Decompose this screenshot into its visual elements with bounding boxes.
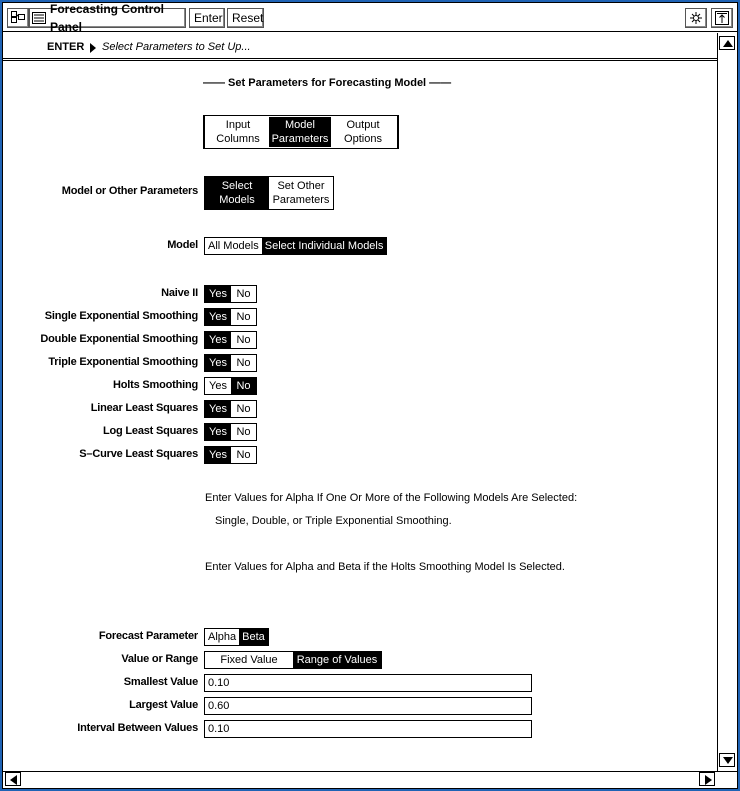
interval-field[interactable]: 0.10: [204, 720, 532, 738]
list-icon: [32, 12, 46, 24]
enter-prompt: Select Parameters to Set Up...: [102, 41, 251, 53]
model-label: S–Curve Least Squares: [79, 448, 198, 460]
scroll-down-icon[interactable]: [719, 753, 735, 767]
model-label: Model: [167, 239, 198, 251]
enter-button[interactable]: Enter: [189, 8, 225, 28]
no-option[interactable]: No: [231, 309, 256, 325]
scroll-left-icon[interactable]: [5, 772, 21, 786]
no-option[interactable]: No: [231, 286, 256, 302]
yes-no-toggle: [204, 331, 257, 349]
yes-option[interactable]: Yes: [205, 424, 231, 440]
alpha-instruction: Enter Values for Alpha If One Or More of the Following Models Are Selected:: [205, 492, 578, 504]
play-arrow-icon: [90, 43, 96, 53]
model-label: Single Exponential Smoothing: [44, 310, 198, 322]
yes-no-toggle: [204, 285, 257, 303]
model-selector: [204, 237, 387, 255]
interval-label: Interval Between Values: [77, 722, 198, 734]
model-label: Double Exponential Smoothing: [40, 333, 198, 345]
forecast-parameter-label: Forecast Parameter: [98, 630, 198, 642]
no-option[interactable]: No: [231, 332, 256, 348]
smallest-value-label: Smallest Value: [123, 676, 198, 688]
yes-no-toggle: [204, 308, 257, 326]
scroll-right-icon[interactable]: [699, 772, 715, 786]
yes-option[interactable]: Yes: [205, 378, 231, 394]
forecast-parameter-selector: [204, 628, 269, 646]
vertical-scrollbar[interactable]: [717, 33, 737, 771]
yes-option[interactable]: Yes: [205, 332, 231, 348]
no-option[interactable]: No: [231, 401, 256, 417]
model-label: Linear Least Squares: [90, 402, 198, 414]
yes-option[interactable]: Yes: [205, 286, 231, 302]
enter-line: [3, 33, 717, 61]
yes-option[interactable]: Yes: [205, 355, 231, 371]
window-menu-icon[interactable]: [7, 8, 29, 28]
tab-label: Parameters: [271, 133, 329, 145]
beta-instruction: Enter Values for Alpha and Beta if the Holts Smoothing Model Is Selected.: [205, 561, 565, 573]
no-option[interactable]: No: [231, 355, 256, 371]
fixed-value-option[interactable]: Fixed Value: [205, 652, 293, 668]
tab-model-parameters[interactable]: [269, 117, 331, 147]
scroll-up-icon[interactable]: [719, 36, 735, 50]
page-title: —— Set Parameters for Forecasting Model ——: [203, 77, 452, 89]
toolbar: [3, 3, 737, 32]
value-or-range-label: Value or Range: [121, 653, 198, 665]
maximize-icon[interactable]: [711, 8, 733, 28]
option-label: Parameters: [272, 194, 330, 206]
tab-label: Options: [344, 133, 382, 145]
beta-option[interactable]: Beta: [239, 629, 268, 645]
model-label: Triple Exponential Smoothing: [48, 356, 198, 368]
forecasting-window: [2, 2, 738, 789]
no-option[interactable]: No: [231, 424, 256, 440]
yes-no-toggle: [204, 423, 257, 441]
yes-no-toggle: [204, 446, 257, 464]
yes-option[interactable]: Yes: [205, 309, 231, 325]
yes-no-toggle: [204, 377, 257, 395]
tab-label: Output: [346, 119, 380, 131]
value-or-range-selector: [204, 651, 382, 669]
smallest-value-field[interactable]: 0.10: [204, 674, 532, 692]
alpha-option[interactable]: Alpha: [205, 629, 239, 645]
yes-no-toggle: [204, 354, 257, 372]
enter-label: ENTER: [47, 41, 85, 53]
largest-value-label: Largest Value: [129, 699, 198, 711]
select-models-option[interactable]: [205, 177, 269, 209]
model-label: Naive II: [161, 287, 198, 299]
alpha-models-text: Single, Double, or Triple Exponential Smoothing.: [215, 515, 452, 527]
set-other-parameters-option[interactable]: [269, 177, 333, 209]
tab-label: Columns: [216, 133, 260, 145]
panel-title: Forecasting Control Panel: [50, 2, 165, 34]
model-label: Log Least Squares: [102, 425, 198, 437]
no-option[interactable]: No: [231, 447, 256, 463]
reset-button[interactable]: Reset: [227, 8, 264, 28]
settings-icon[interactable]: [685, 8, 707, 28]
tab-label: Model: [285, 119, 315, 131]
select-individual-models-option[interactable]: Select Individual Models: [262, 238, 387, 254]
section-tabs: [203, 115, 399, 149]
largest-value-field[interactable]: 0.60: [204, 697, 532, 715]
tab-label: Input: [225, 119, 251, 131]
model-or-other-label: Model or Other Parameters: [61, 185, 198, 197]
yes-no-toggle: [204, 400, 257, 418]
yes-option[interactable]: Yes: [205, 401, 231, 417]
no-option[interactable]: No: [231, 378, 256, 394]
model-or-other-selector: [204, 176, 334, 210]
horizontal-scrollbar[interactable]: [3, 771, 737, 788]
all-models-option[interactable]: All Models: [205, 238, 262, 254]
range-of-values-option[interactable]: Range of Values: [293, 652, 381, 668]
tab-output-options[interactable]: [331, 117, 395, 147]
model-label: Holts Smoothing: [113, 379, 198, 391]
option-label: Set Other: [277, 180, 325, 192]
tab-input-columns[interactable]: [207, 117, 269, 147]
yes-option[interactable]: Yes: [205, 447, 231, 463]
option-label: Models: [219, 194, 255, 206]
option-label: Select: [221, 180, 253, 192]
panel-title-button[interactable]: [29, 2, 186, 34]
